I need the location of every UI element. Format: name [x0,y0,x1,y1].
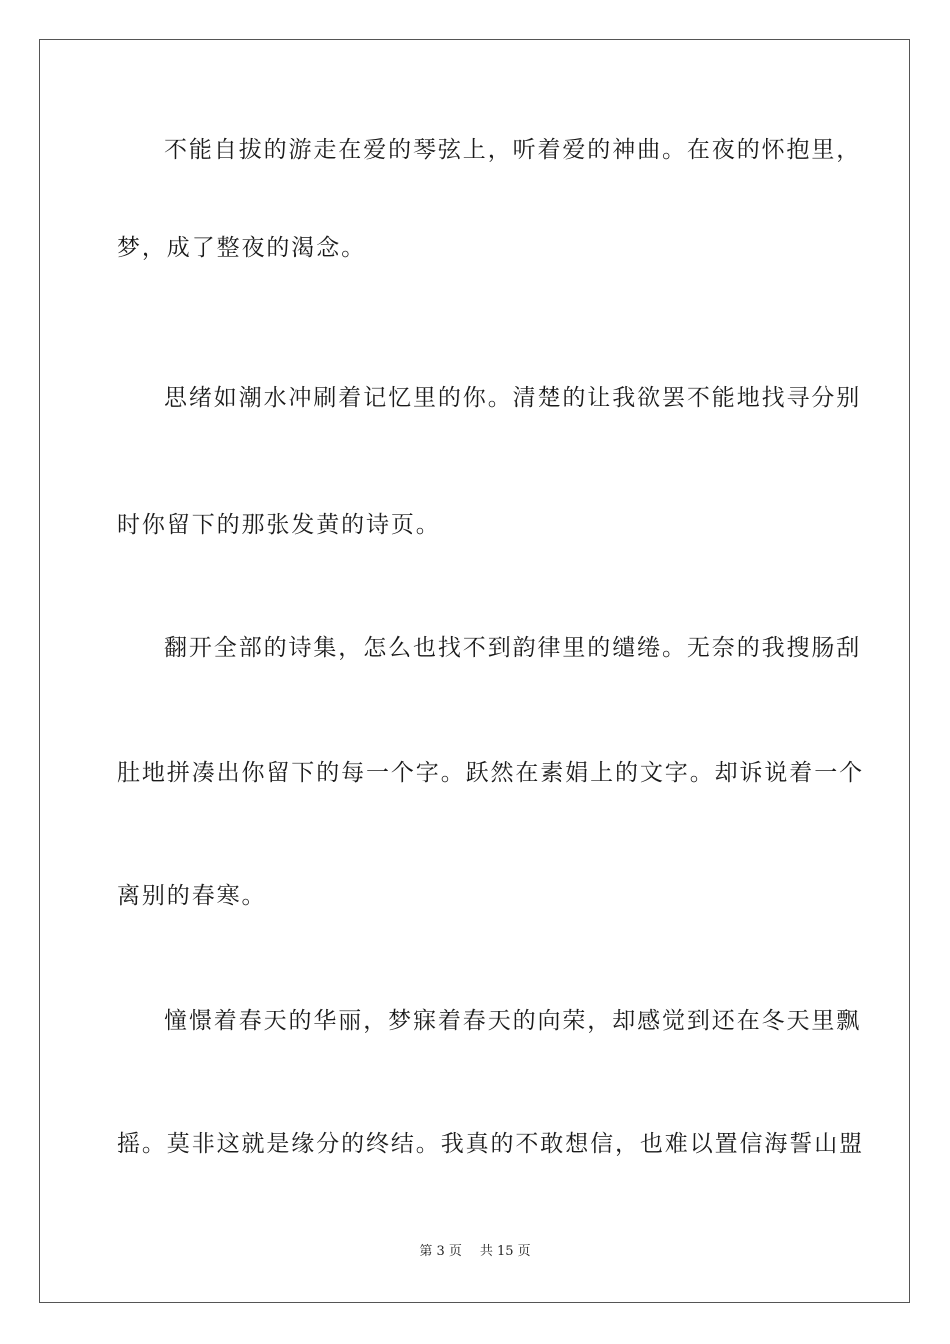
paragraph-line: 不能自拔的游走在爱的琴弦上，听着爱的神曲。在夜的怀抱里， [164,137,862,163]
page-number: 第 3 页 [419,1244,462,1259]
paragraph-line: 翻开全部的诗集，怎么也找不到韵律里的缱绻。无奈的我搜肠刮 [164,635,862,661]
paragraph-line: 时你留下的那张发黄的诗页。 [117,512,441,538]
paragraph-line: 离别的春寒。 [117,883,267,909]
paragraph-line: 梦，成了整夜的渴念。 [117,235,366,261]
paragraph-line: 思绪如潮水冲刷着记忆里的你。清楚的让我欲罢不能地找寻分别 [164,385,862,411]
page-total: 共 15 页 [479,1244,531,1259]
page-footer [0,1243,950,1261]
paragraph-line: 摇。莫非这就是缘分的终结。我真的不敢想信，也难以置信海誓山盟 [117,1131,864,1157]
page-border [39,39,910,1303]
paragraph-line: 肚地拼凑出你留下的每一个字。跃然在素娟上的文字。却诉说着一个 [117,760,864,786]
paragraph-line: 憧憬着春天的华丽，梦寐着春天的向荣，却感觉到还在冬天里飘 [164,1008,862,1034]
